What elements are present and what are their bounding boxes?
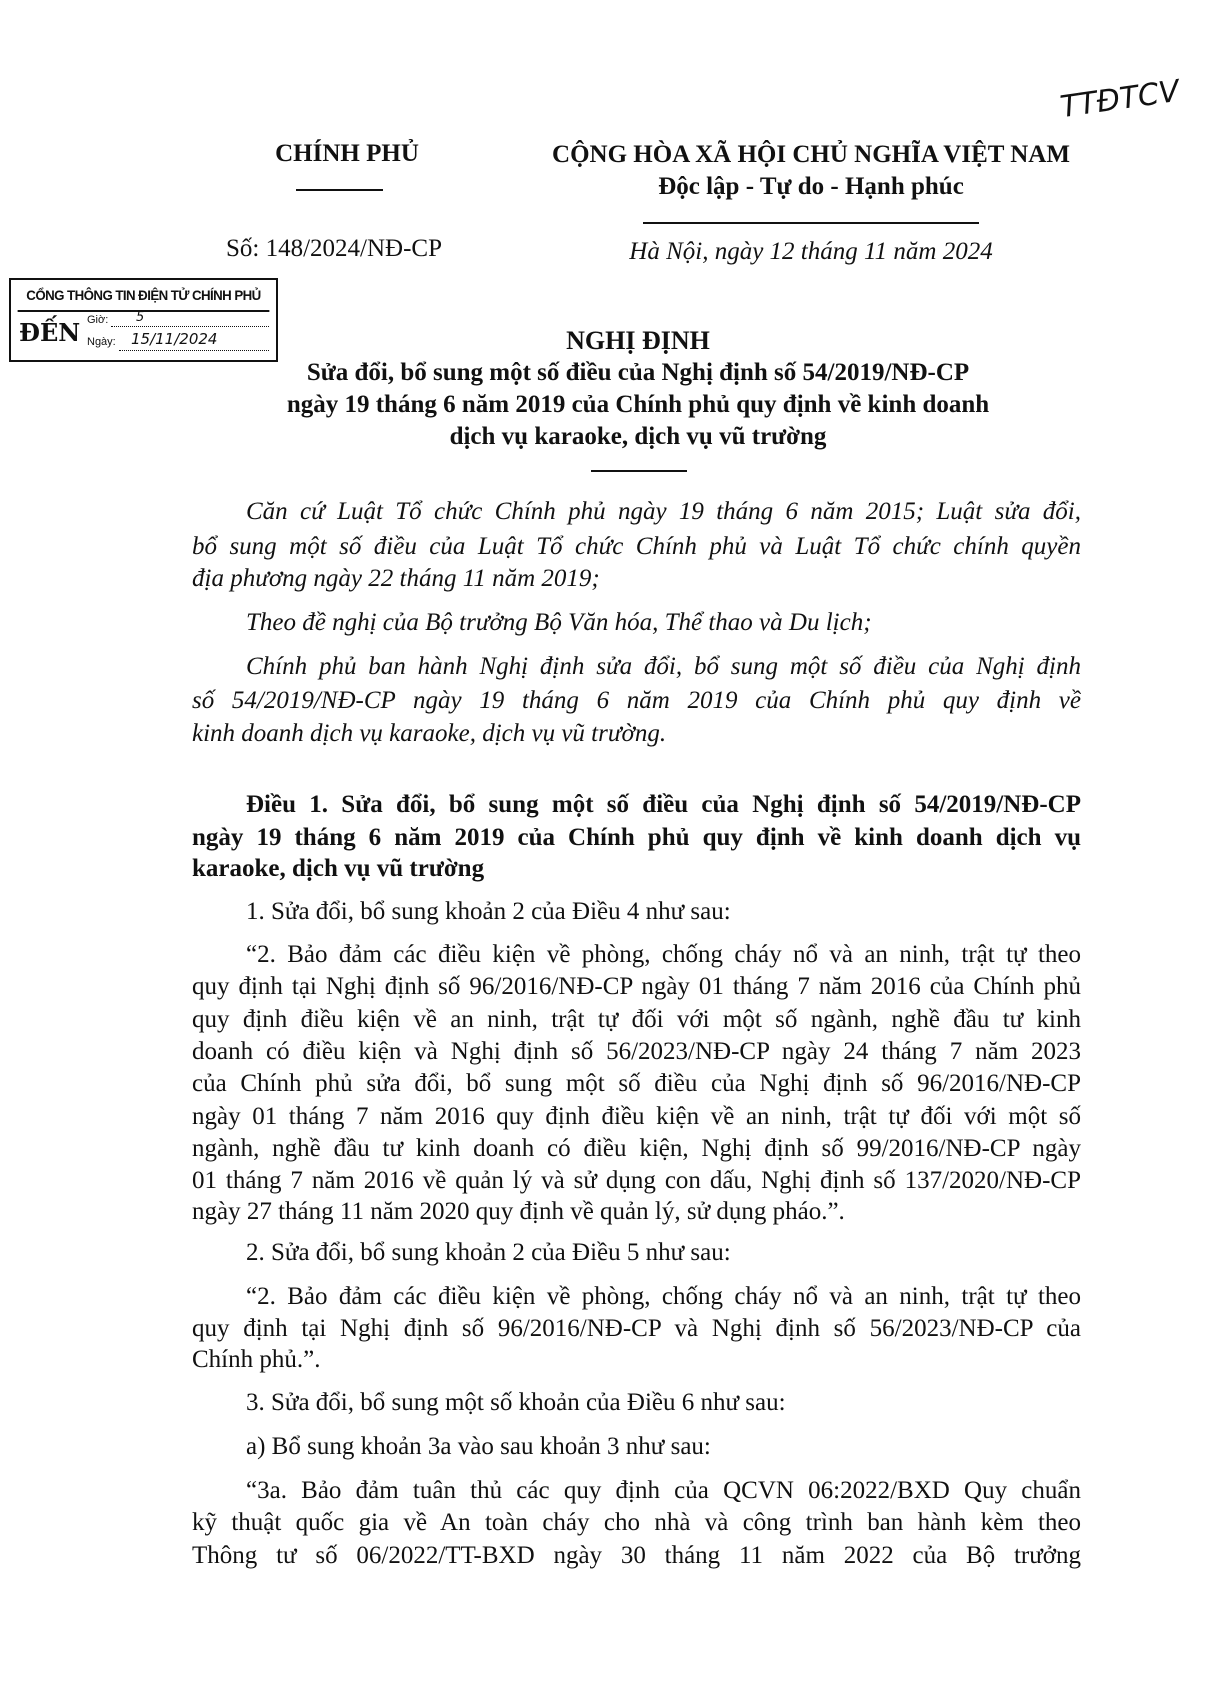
body-line: 01 tháng 7 năm 2016 về quản lý và sử dụng con dấu, Nghị định số 137/2020/NĐ-CP	[192, 1167, 1081, 1194]
body-line: “2. Bảo đảm các điều kiện về phòng, chống cháy nổ và an ninh, trật tự theo	[246, 941, 1081, 968]
document-number: Số: 148/2024/NĐ-CP	[226, 235, 443, 262]
article-heading-line: Điều 1. Sửa đổi, bổ sung một số điều của Nghị định số 54/2019/NĐ-CP	[246, 791, 1081, 818]
body-line: quy định tại Nghị định số 96/2016/NĐ-CP và Nghị định số 56/2023/NĐ-CP của	[192, 1315, 1081, 1342]
handwritten-note: TTĐTCV	[1058, 73, 1182, 126]
body-line: ngày 27 tháng 11 năm 2020 quy định về quản lý, sử dụng pháo.”.	[192, 1198, 845, 1225]
body-line: quy định tại Nghị định số 96/2016/NĐ-CP ngày 01 tháng 7 năm 2016 của Chính phủ	[192, 973, 1081, 1000]
body-line: 1. Sửa đổi, bổ sung khoản 2 của Điều 4 như sau:	[246, 898, 731, 925]
body-line: “3a. Bảo đảm tuân thủ các quy định của QCVN 06:2022/BXD Quy chuẩn	[246, 1477, 1081, 1504]
body-line: a) Bổ sung khoản 3a vào sau khoản 3 như sau:	[246, 1433, 711, 1460]
article-heading-line: ngày 19 tháng 6 năm 2019 của Chính phủ quy định về kinh doanh dịch vụ	[192, 824, 1081, 851]
body-line: số 54/2019/NĐ-CP ngày 19 tháng 6 năm 2019 của Chính phủ quy định về	[192, 687, 1081, 714]
body-line: địa phương ngày 22 tháng 11 năm 2019;	[192, 565, 600, 592]
stamp-ngay-label: Ngày:	[87, 336, 116, 348]
body-line: 2. Sửa đổi, bổ sung khoản 2 của Điều 5 như sau:	[246, 1239, 731, 1266]
place-date: Hà Nội, ngày 12 tháng 11 năm 2024	[629, 238, 993, 265]
body-line: Chính phủ.”.	[192, 1346, 321, 1373]
motto: Độc lập - Tự do - Hạnh phúc	[658, 173, 964, 200]
decree-title-line: Sửa đổi, bổ sung một số điều của Nghị định số 54/2019/NĐ-CP	[306, 359, 970, 386]
stamp-ngay-value: 15/11/2024	[131, 330, 218, 348]
issuer: CHÍNH PHỦ	[275, 140, 419, 167]
body-line: kỹ thuật quốc gia về An toàn cháy cho nhà và công trình ban hành kèm theo	[192, 1509, 1081, 1536]
stamp-gio-value: 5	[136, 310, 145, 325]
body-line: Căn cứ Luật Tổ chức Chính phủ ngày 19 tháng 6 năm 2015; Luật sửa đổi,	[246, 498, 1081, 525]
body-line: kinh doanh dịch vụ karaoke, dịch vụ vũ trường.	[192, 720, 667, 747]
body-line: ngành, nghề đầu tư kinh doanh có điều kiện, Nghị định số 99/2016/NĐ-CP ngày	[192, 1135, 1081, 1162]
motto-underline	[643, 222, 979, 224]
body-line: quy định điều kiện về an ninh, trật tự đối với một số ngành, nghề đầu tư kinh	[192, 1006, 1081, 1033]
body-line: Thông tư số 06/2022/TT-BXD ngày 30 tháng 11 năm 2022 của Bộ trưởng	[192, 1542, 1081, 1569]
body-line: của Chính phủ sửa đổi, bổ sung một số điều của Nghị định số 96/2016/NĐ-CP	[192, 1070, 1081, 1097]
article-heading-line: karaoke, dịch vụ vũ trường	[192, 855, 485, 882]
received-stamp	[9, 278, 278, 362]
stamp-gio-label: Giờ:	[87, 314, 109, 326]
stamp-title: CỔNG THÔNG TIN ĐIỆN TỬ CHÍNH PHỦ	[18, 280, 270, 312]
decree-title-line: dịch vụ karaoke, dịch vụ vũ trường	[449, 423, 827, 450]
body-line: 3. Sửa đổi, bổ sung một số khoản của Điều 6 như sau:	[246, 1389, 786, 1416]
body-line: Theo đề nghị của Bộ trưởng Bộ Văn hóa, Thể thao và Du lịch;	[246, 609, 872, 636]
body-line: ngày 01 tháng 7 năm 2016 quy định điều kiện về an ninh, trật tự đối với một số	[192, 1103, 1081, 1130]
title-underline	[591, 470, 687, 472]
country-name: CỘNG HÒA XÃ HỘI CHỦ NGHĨA VIỆT NAM	[552, 141, 1070, 168]
body-line: bổ sung một số điều của Luật Tổ chức Chính phủ và Luật Tổ chức chính quyền	[192, 533, 1081, 560]
body-line: doanh có điều kiện và Nghị định số 56/2023/NĐ-CP ngày 24 tháng 7 năm 2023	[192, 1038, 1081, 1065]
decree-type: NGHỊ ĐỊNH	[566, 326, 710, 355]
body-line: “2. Bảo đảm các điều kiện về phòng, chống cháy nổ và an ninh, trật tự theo	[246, 1283, 1081, 1310]
issuer-underline	[296, 189, 383, 191]
decree-title-line: ngày 19 tháng 6 năm 2019 của Chính phủ quy định về kinh doanh	[286, 391, 990, 418]
body-line: Chính phủ ban hành Nghị định sửa đổi, bổ sung một số điều của Nghị định	[246, 653, 1081, 680]
stamp-den: ĐẾN	[19, 318, 81, 347]
